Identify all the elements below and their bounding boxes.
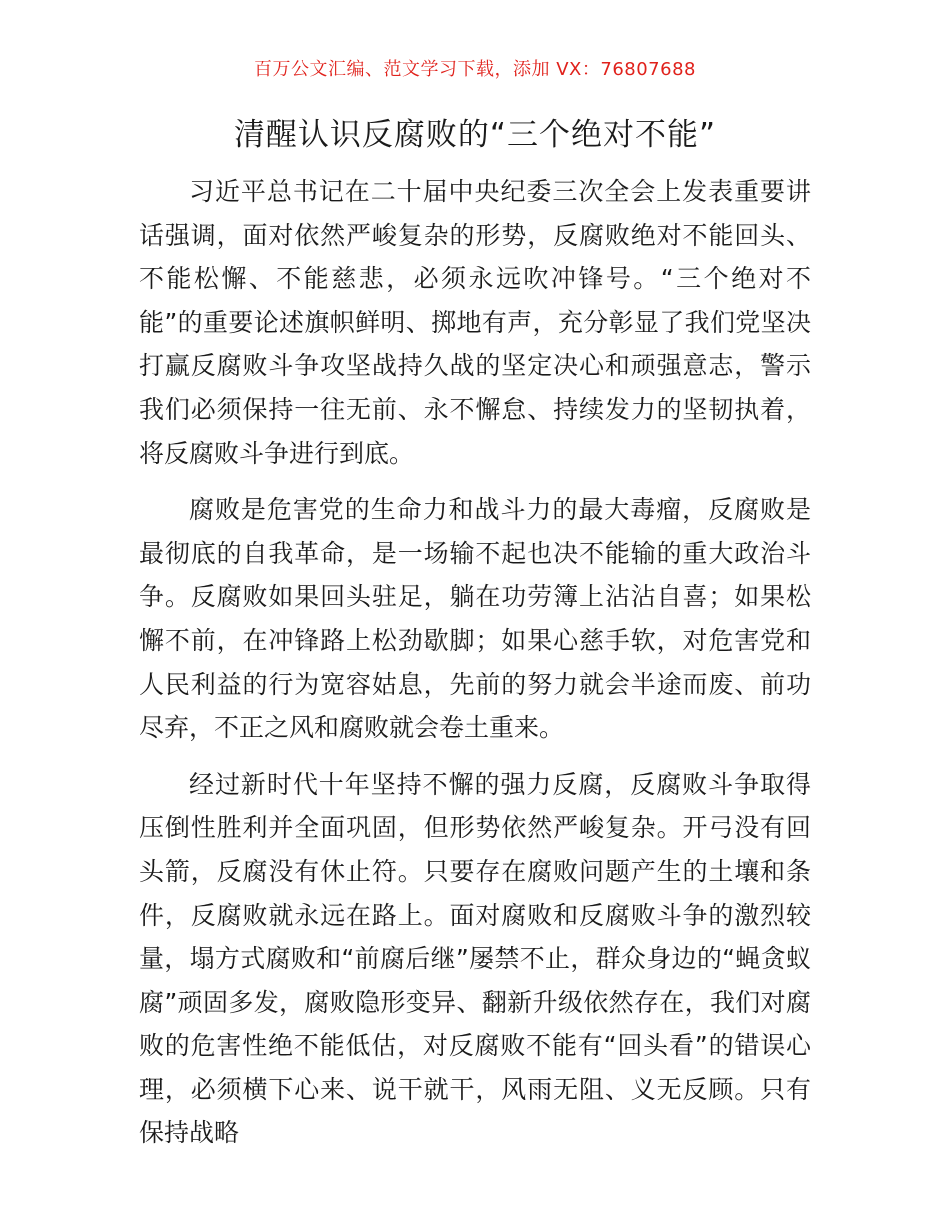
paragraph-2: 腐败是危害党的生命力和战斗力的最大毒瘤，反腐败是最彻底的自我革命，是一场输不起也决不能输的重大政治斗争。反腐败如果回头驻足，躺在功劳簿上沾沾自喜；如果松懈不前，在冲锋路上松劲歇脚；如果心慈手软，对危害党和人民利益的行为宽容姑息，先前的努力就会半途而废、前功尽弃，不正之风和腐败就会卷土重来。 xyxy=(139,495,811,743)
header-banner: 百万公文汇编、范文学习下载，添加 VX：76807688 xyxy=(254,59,696,80)
document-body xyxy=(139,170,811,1155)
document-title: 清醒认识反腐败的“三个绝对不能” xyxy=(233,117,717,153)
paragraph-1: 习近平总书记在二十届中央纪委三次全会上发表重要讲话强调，面对依然严峻复杂的形势，反腐败绝对不能回头、不能松懈、不能慈悲，必须永远吹冲锋号。“三个绝对不能”的重要论述旗帜鲜明、掷地有声，充分彰显了我们党坚决打赢反腐败斗争攻坚战持久战的坚定决心和顽强意志，警示我们必须保持一往无前、永不懈怠、持续发力的坚韧执着，将反腐败斗争进行到底。 xyxy=(139,177,811,468)
paragraph-3: 经过新时代十年坚持不懈的强力反腐，反腐败斗争取得压倒性胜利并全面巩固，但形势依然严峻复杂。开弓没有回头箭，反腐没有休止符。只要存在腐败问题产生的土壤和条件，反腐败就永远在路上。面对腐败和反腐败斗争的激烈较量，塌方式腐败和“前腐后继”屡禁不止，群众身边的“蝇贪蚁腐”顽固多发，腐败隐形变异、翻新升级依然存在，我们对腐败的危害性绝不能低估，对反腐败不能有“回头看”的错误心理，必须横下心来、说干就干，风雨无阻、义无反顾。只有保持战略 xyxy=(139,769,811,1148)
